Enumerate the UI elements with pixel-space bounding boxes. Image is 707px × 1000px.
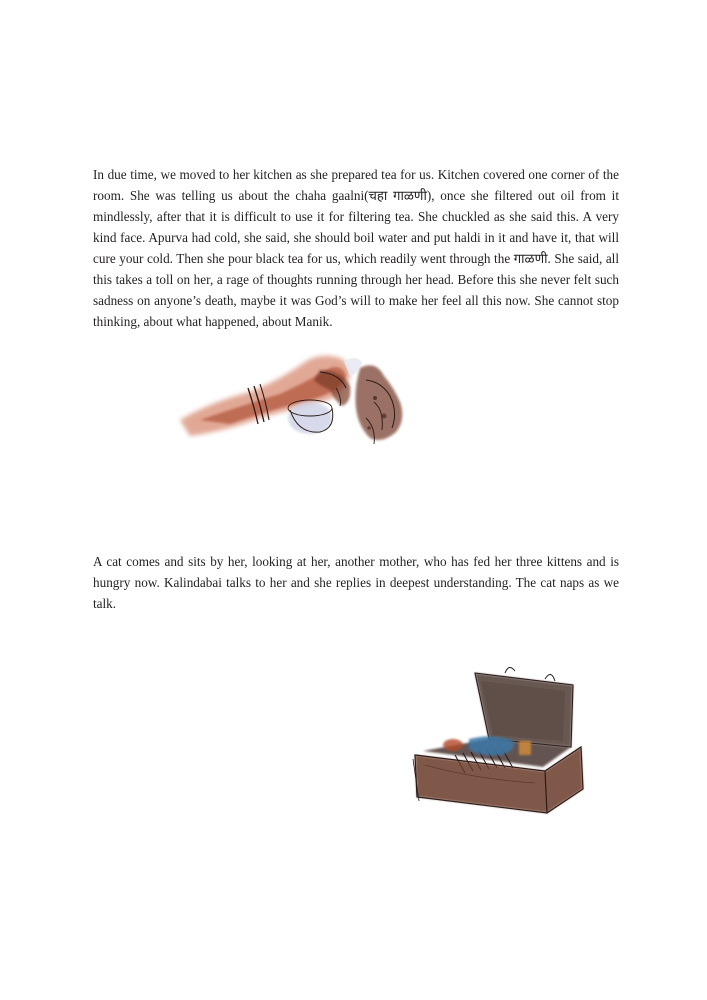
hands-holding-cup-illustration [170, 340, 420, 470]
paragraph-kitchen-tea: In due time, we moved to her kitchen as she prepared tea for us. Kitchen covered one corner of the room. She was telling us about the chaha gaalni(चहा गाळणी), once she filtered out oil from it mindlessly, after that it is difficult to use it for filtering tea. She chuckled as she said this. A very kind face. Apurva had cold, she said, she should boil water and put haldi in it and have it, that will cure your cold. Then she pour black tea for us, which readily went through the गाळणी. She said, all this takes a toll on her, a rage of thoughts running through her head. Before this she never felt such sadness on anyone’s death, maybe it was God’s will to make her feel all this now. She cannot stop thinking, about what happened, about Manik. [93, 167, 619, 329]
open-wooden-box-illustration [405, 655, 590, 815]
paragraph-cat: A cat comes and sits by her, looking at her, another mother, who has fed her three kittens and is hungry now. Kalindabai talks to her and she replies in deepest understanding. The cat naps as we talk. [93, 554, 619, 611]
